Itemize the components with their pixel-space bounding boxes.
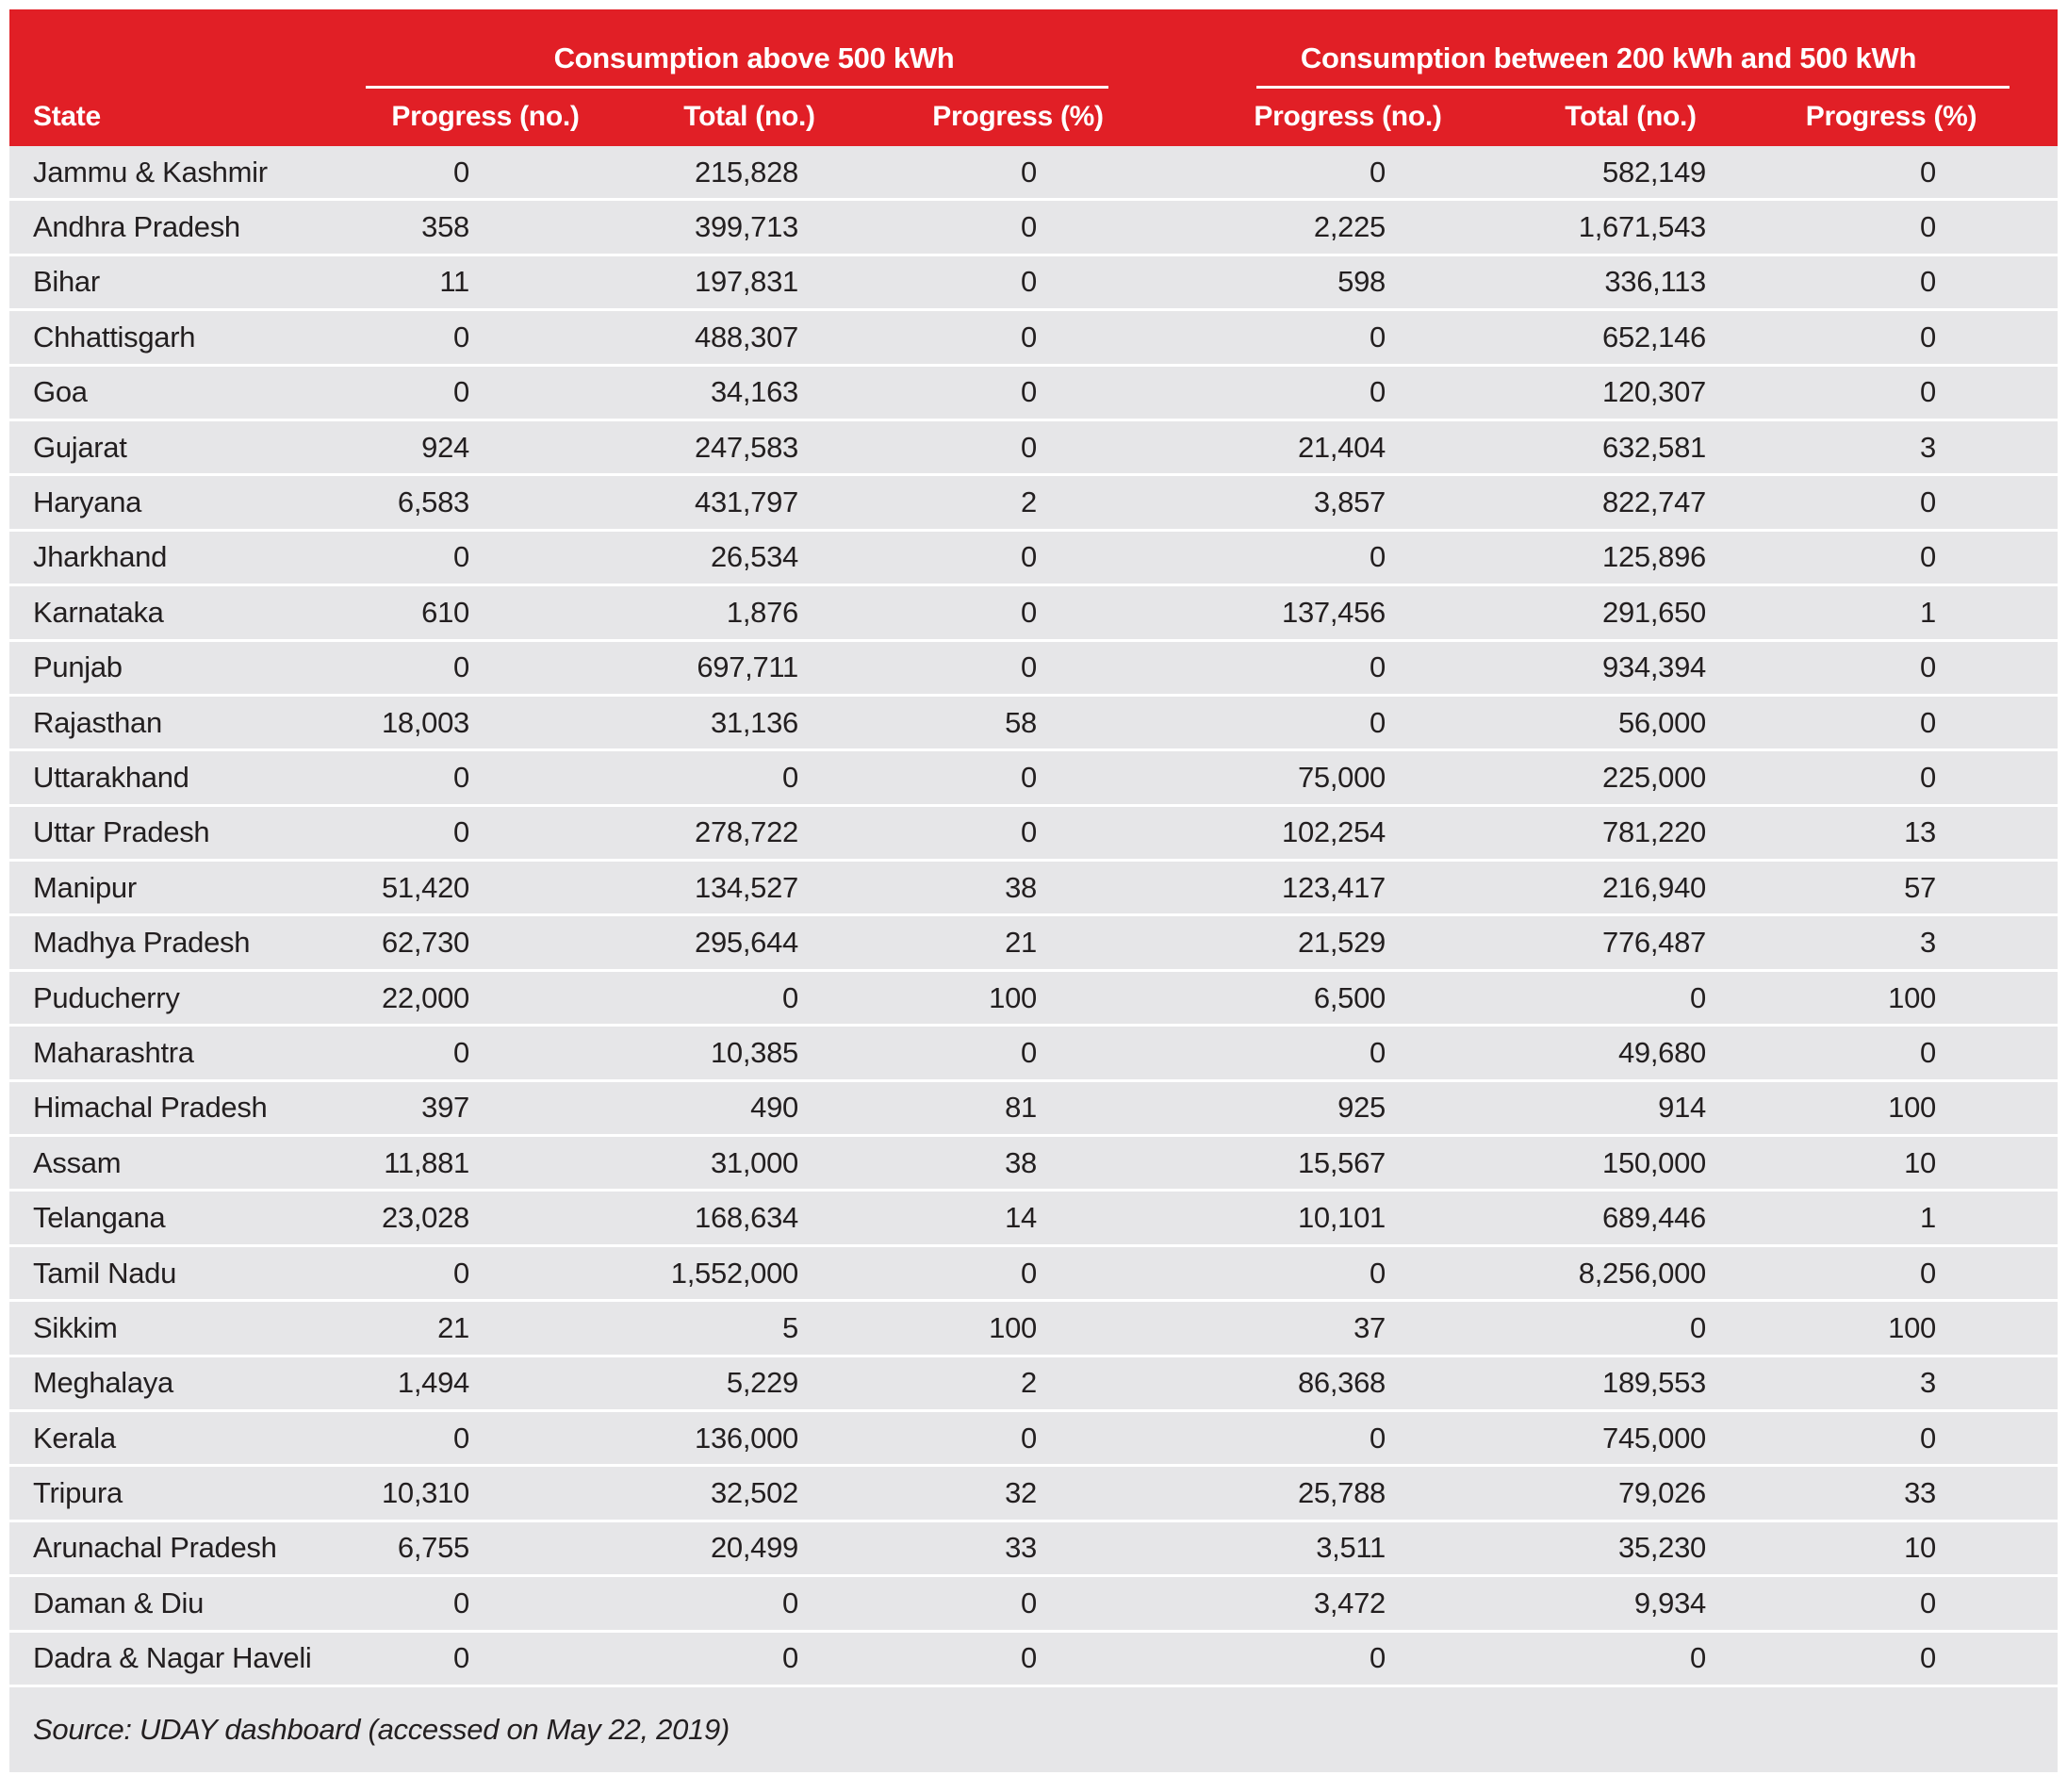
- between200-500-total-no-cell: 125,896: [1602, 540, 1706, 574]
- state-cell: Telangana: [33, 1201, 166, 1235]
- between200-500-progress-pct-cell: 100: [1888, 980, 1936, 1014]
- above500-progress-no-cell: 21: [437, 1310, 469, 1344]
- above500-progress-pct-cell: 0: [1021, 1256, 1037, 1290]
- between200-500-total-no-cell: 8,256,000: [1578, 1256, 1706, 1290]
- between200-500-progress-no-cell: 0: [1370, 1256, 1386, 1290]
- table-row: [9, 862, 2058, 916]
- state-cell: Jharkhand: [33, 540, 168, 574]
- between200-500-progress-pct-cell: 0: [1920, 705, 1936, 739]
- above500-progress-no-cell: 0: [453, 650, 469, 684]
- above500-progress-pct-cell: 0: [1021, 320, 1037, 353]
- between200-500-progress-pct-cell: 0: [1920, 320, 1936, 353]
- table-row: [9, 807, 2058, 862]
- above500-progress-no-cell: 0: [453, 375, 469, 409]
- between200-500-total-no-cell: 0: [1690, 1641, 1706, 1675]
- above500-total-no-cell: 0: [782, 980, 798, 1014]
- column-header-total-no: Total (no.): [683, 101, 815, 132]
- above500-progress-pct-cell: 38: [1005, 870, 1037, 904]
- above500-total-no-cell: 0: [782, 1641, 798, 1675]
- above500-total-no-cell: 0: [782, 760, 798, 794]
- state-cell: Rajasthan: [33, 705, 162, 739]
- group-title-between-200-500kwh: Consumption between 200 kWh and 500 kWh: [1300, 41, 1917, 74]
- above500-total-no-cell: 431,797: [695, 485, 798, 519]
- table-row: [9, 751, 2058, 806]
- between200-500-progress-no-cell: 25,788: [1297, 1476, 1386, 1510]
- between200-500-progress-pct-cell: 1: [1920, 1201, 1936, 1235]
- state-cell: Gujarat: [33, 430, 127, 464]
- between200-500-progress-no-cell: 0: [1370, 320, 1386, 353]
- above500-total-no-cell: 247,583: [695, 430, 798, 464]
- table-row: [9, 1302, 2058, 1356]
- above500-total-no-cell: 490: [750, 1091, 798, 1125]
- between200-500-progress-no-cell: 598: [1337, 265, 1386, 299]
- between200-500-progress-pct-cell: 1: [1920, 595, 1936, 629]
- between200-500-progress-no-cell: 0: [1370, 1035, 1386, 1069]
- above500-total-no-cell: 5,229: [726, 1366, 798, 1400]
- between200-500-progress-no-cell: 21,529: [1297, 926, 1386, 960]
- between200-500-total-no-cell: 189,553: [1602, 1366, 1706, 1400]
- above500-progress-pct-cell: 14: [1005, 1201, 1037, 1235]
- between200-500-progress-no-cell: 6,500: [1313, 980, 1386, 1014]
- between200-500-total-no-cell: 632,581: [1602, 430, 1706, 464]
- between200-500-total-no-cell: 291,650: [1602, 595, 1706, 629]
- state-cell: Meghalaya: [33, 1366, 173, 1400]
- above500-progress-pct-cell: 0: [1021, 1035, 1037, 1069]
- group-title-above-500kwh: Consumption above 500 kWh: [553, 41, 955, 74]
- table-row: [9, 916, 2058, 971]
- state-cell: Assam: [33, 1145, 122, 1179]
- group-header-above-500kwh: [349, 9, 1159, 146]
- between200-500-progress-no-cell: 137,456: [1282, 595, 1386, 629]
- state-cell: Haryana: [33, 485, 142, 519]
- column-header-total-no: Total (no.): [1565, 101, 1697, 132]
- between200-500-progress-pct-cell: 0: [1920, 265, 1936, 299]
- between200-500-progress-pct-cell: 100: [1888, 1091, 1936, 1125]
- between200-500-total-no-cell: 79,026: [1617, 1476, 1706, 1510]
- above500-progress-no-cell: 610: [421, 595, 469, 629]
- table-body: [9, 146, 2058, 1687]
- state-cell: Tripura: [33, 1476, 123, 1510]
- between200-500-progress-no-cell: 0: [1370, 375, 1386, 409]
- above500-progress-no-cell: 0: [453, 1641, 469, 1675]
- above500-progress-no-cell: 0: [453, 760, 469, 794]
- between200-500-progress-no-cell: 0: [1370, 1421, 1386, 1455]
- between200-500-progress-pct-cell: 33: [1904, 1476, 1936, 1510]
- between200-500-progress-pct-cell: 0: [1920, 650, 1936, 684]
- above500-total-no-cell: 31,000: [710, 1145, 798, 1179]
- state-cell: Uttarakhand: [33, 760, 189, 794]
- uday-progress-table: [9, 9, 2058, 1772]
- between200-500-progress-no-cell: 123,417: [1282, 870, 1386, 904]
- between200-500-total-no-cell: 652,146: [1602, 320, 1706, 353]
- table-row: [9, 1412, 2058, 1467]
- table-row: [9, 146, 2058, 201]
- above500-progress-pct-cell: 0: [1021, 265, 1037, 299]
- between200-500-progress-no-cell: 15,567: [1297, 1145, 1386, 1179]
- above500-progress-pct-cell: 0: [1021, 540, 1037, 574]
- above500-progress-pct-cell: 0: [1021, 1641, 1037, 1675]
- above500-total-no-cell: 399,713: [695, 210, 798, 244]
- subheader-row-between-200-500kwh: [1159, 89, 2058, 146]
- above500-progress-pct-cell: 21: [1005, 926, 1037, 960]
- between200-500-progress-pct-cell: 0: [1920, 760, 1936, 794]
- state-cell: Chhattisgarh: [33, 320, 196, 353]
- between200-500-progress-pct-cell: 10: [1904, 1145, 1936, 1179]
- table-row: [9, 642, 2058, 697]
- state-cell: Kerala: [33, 1421, 116, 1455]
- between200-500-total-no-cell: 914: [1658, 1091, 1706, 1125]
- between200-500-progress-pct-cell: 0: [1920, 1035, 1936, 1069]
- between200-500-progress-pct-cell: 0: [1920, 485, 1936, 519]
- between200-500-total-no-cell: 56,000: [1617, 705, 1706, 739]
- column-header-progress-pct: Progress (%): [1805, 101, 1977, 132]
- state-cell: Uttar Pradesh: [33, 815, 210, 849]
- above500-progress-pct-cell: 0: [1021, 430, 1037, 464]
- table-row: [9, 1467, 2058, 1521]
- above500-total-no-cell: 697,711: [697, 650, 798, 684]
- state-column-header: State: [33, 101, 101, 132]
- state-cell: Karnataka: [33, 595, 164, 629]
- state-cell: Dadra & Nagar Haveli: [33, 1641, 312, 1675]
- above500-progress-no-cell: 51,420: [381, 870, 469, 904]
- above500-progress-no-cell: 6,583: [397, 485, 469, 519]
- table-row: [9, 972, 2058, 1027]
- between200-500-progress-no-cell: 0: [1370, 540, 1386, 574]
- above500-progress-no-cell: 22,000: [381, 980, 469, 1014]
- between200-500-progress-no-cell: 0: [1370, 705, 1386, 739]
- table-row: [9, 1192, 2058, 1246]
- above500-progress-no-cell: 1,494: [397, 1366, 469, 1400]
- above500-progress-pct-cell: 0: [1021, 1421, 1037, 1455]
- state-cell: Manipur: [33, 870, 137, 904]
- above500-progress-no-cell: 0: [453, 1256, 469, 1290]
- above500-progress-no-cell: 11: [439, 265, 469, 299]
- state-cell: Maharashtra: [33, 1035, 194, 1069]
- above500-progress-pct-cell: 58: [1005, 705, 1037, 739]
- above500-total-no-cell: 32,502: [710, 1476, 798, 1510]
- above500-progress-pct-cell: 0: [1021, 1586, 1037, 1619]
- above500-progress-no-cell: 0: [453, 540, 469, 574]
- above500-progress-pct-cell: 0: [1021, 650, 1037, 684]
- above500-progress-no-cell: 62,730: [381, 926, 469, 960]
- between200-500-total-no-cell: 120,307: [1602, 375, 1706, 409]
- between200-500-total-no-cell: 0: [1690, 980, 1706, 1014]
- above500-progress-no-cell: 6,755: [397, 1531, 469, 1565]
- state-cell: Daman & Diu: [33, 1586, 205, 1619]
- table-row: [9, 1027, 2058, 1081]
- between200-500-total-no-cell: 689,446: [1602, 1201, 1706, 1235]
- column-header-progress-no: Progress (no.): [1254, 101, 1442, 132]
- state-cell: Jammu & Kashmir: [33, 155, 268, 189]
- state-cell: Puducherry: [33, 980, 180, 1014]
- above500-progress-pct-cell: 2: [1021, 1366, 1037, 1400]
- between200-500-progress-pct-cell: 0: [1920, 540, 1936, 574]
- above500-progress-pct-cell: 0: [1021, 760, 1037, 794]
- column-header-progress-no: Progress (no.): [391, 101, 580, 132]
- above500-progress-no-cell: 11,881: [384, 1145, 469, 1179]
- above500-progress-pct-cell: 100: [989, 980, 1037, 1014]
- above500-total-no-cell: 1,876: [726, 595, 798, 629]
- subheader-row-above-500kwh: [349, 89, 1159, 146]
- between200-500-total-no-cell: 934,394: [1602, 650, 1706, 684]
- above500-progress-no-cell: 924: [421, 430, 469, 464]
- between200-500-progress-no-cell: 10,101: [1297, 1201, 1386, 1235]
- group-header-between-200-500kwh: [1159, 9, 2058, 146]
- between200-500-progress-no-cell: 0: [1370, 1641, 1386, 1675]
- between200-500-total-no-cell: 781,220: [1602, 815, 1706, 849]
- between200-500-progress-pct-cell: 3: [1920, 430, 1936, 464]
- table-row: [9, 311, 2058, 366]
- between200-500-progress-pct-cell: 13: [1904, 815, 1936, 849]
- between200-500-total-no-cell: 9,934: [1633, 1586, 1706, 1619]
- above500-progress-no-cell: 23,028: [381, 1201, 469, 1235]
- state-cell: Bihar: [33, 265, 100, 299]
- table-header: [9, 9, 2058, 146]
- table-row: [9, 421, 2058, 476]
- between200-500-progress-no-cell: 0: [1370, 650, 1386, 684]
- state-cell: Arunachal Pradesh: [33, 1531, 277, 1565]
- table-row: [9, 367, 2058, 421]
- above500-total-no-cell: 168,634: [695, 1201, 798, 1235]
- above500-total-no-cell: 5: [782, 1310, 798, 1344]
- between200-500-progress-no-cell: 3,511: [1316, 1531, 1386, 1565]
- state-cell: Sikkim: [33, 1310, 118, 1344]
- table-row: [9, 1082, 2058, 1137]
- above500-progress-no-cell: 397: [421, 1091, 469, 1125]
- table-row: [9, 1522, 2058, 1577]
- between200-500-progress-no-cell: 3,857: [1313, 485, 1386, 519]
- between200-500-total-no-cell: 1,671,543: [1578, 210, 1706, 244]
- between200-500-total-no-cell: 776,487: [1602, 926, 1706, 960]
- table-row: [9, 1137, 2058, 1192]
- above500-total-no-cell: 10,385: [710, 1035, 798, 1069]
- above500-progress-no-cell: 0: [453, 1421, 469, 1455]
- table-row: [9, 1577, 2058, 1632]
- above500-progress-pct-cell: 38: [1005, 1145, 1037, 1179]
- above500-progress-pct-cell: 33: [1005, 1531, 1037, 1565]
- above500-progress-no-cell: 0: [453, 155, 469, 189]
- table-row: [9, 1633, 2058, 1687]
- table-row: [9, 256, 2058, 311]
- above500-total-no-cell: 488,307: [695, 320, 798, 353]
- above500-progress-no-cell: 18,003: [381, 705, 469, 739]
- above500-progress-no-cell: 0: [453, 1035, 469, 1069]
- table-row: [9, 1247, 2058, 1302]
- above500-progress-no-cell: 10,310: [381, 1476, 469, 1510]
- between200-500-progress-no-cell: 37: [1353, 1310, 1386, 1344]
- between200-500-total-no-cell: 336,113: [1604, 265, 1706, 299]
- above500-progress-pct-cell: 0: [1021, 595, 1037, 629]
- table-row: [9, 476, 2058, 531]
- state-cell: Tamil Nadu: [33, 1256, 177, 1290]
- between200-500-progress-pct-cell: 3: [1920, 1366, 1936, 1400]
- above500-total-no-cell: 34,163: [710, 375, 798, 409]
- between200-500-progress-pct-cell: 57: [1904, 870, 1936, 904]
- between200-500-total-no-cell: 582,149: [1602, 155, 1706, 189]
- between200-500-progress-pct-cell: 0: [1920, 210, 1936, 244]
- between200-500-total-no-cell: 0: [1690, 1310, 1706, 1344]
- between200-500-total-no-cell: 35,230: [1617, 1531, 1706, 1565]
- column-header-progress-pct: Progress (%): [932, 101, 1104, 132]
- above500-progress-pct-cell: 100: [989, 1310, 1037, 1344]
- between200-500-total-no-cell: 49,680: [1617, 1035, 1706, 1069]
- between200-500-total-no-cell: 822,747: [1602, 485, 1706, 519]
- table-row: [9, 1357, 2058, 1412]
- between200-500-progress-pct-cell: 100: [1888, 1310, 1936, 1344]
- between200-500-progress-no-cell: 102,254: [1282, 815, 1386, 849]
- between200-500-progress-pct-cell: 0: [1920, 1421, 1936, 1455]
- above500-total-no-cell: 20,499: [710, 1531, 798, 1565]
- above500-total-no-cell: 215,828: [695, 155, 798, 189]
- above500-total-no-cell: 295,644: [695, 926, 798, 960]
- between200-500-progress-no-cell: 925: [1337, 1091, 1386, 1125]
- above500-total-no-cell: 197,831: [695, 265, 798, 299]
- between200-500-progress-pct-cell: 0: [1920, 155, 1936, 189]
- above500-total-no-cell: 278,722: [695, 815, 798, 849]
- above500-progress-pct-cell: 32: [1005, 1476, 1037, 1510]
- above500-progress-pct-cell: 0: [1021, 155, 1037, 189]
- above500-total-no-cell: 1,552,000: [670, 1256, 798, 1290]
- between200-500-total-no-cell: 216,940: [1602, 870, 1706, 904]
- above500-progress-pct-cell: 0: [1021, 210, 1037, 244]
- above500-total-no-cell: 26,534: [710, 540, 798, 574]
- above500-progress-no-cell: 358: [421, 210, 469, 244]
- source-note: Source: UDAY dashboard (accessed on May 22, 2019): [9, 1687, 2058, 1772]
- above500-progress-pct-cell: 81: [1005, 1091, 1037, 1125]
- above500-total-no-cell: 134,527: [695, 870, 798, 904]
- between200-500-total-no-cell: 150,000: [1602, 1145, 1706, 1179]
- state-cell: Madhya Pradesh: [33, 926, 251, 960]
- above500-progress-no-cell: 0: [453, 1586, 469, 1619]
- between200-500-total-no-cell: 745,000: [1602, 1421, 1706, 1455]
- above500-progress-no-cell: 0: [453, 320, 469, 353]
- between200-500-progress-pct-cell: 0: [1920, 1641, 1936, 1675]
- state-cell: Punjab: [33, 650, 123, 684]
- between200-500-progress-no-cell: 3,472: [1313, 1586, 1386, 1619]
- table-row: [9, 697, 2058, 751]
- between200-500-progress-no-cell: 21,404: [1297, 430, 1386, 464]
- between200-500-progress-no-cell: 86,368: [1297, 1366, 1386, 1400]
- above500-progress-pct-cell: 0: [1021, 375, 1037, 409]
- between200-500-progress-no-cell: 2,225: [1313, 210, 1386, 244]
- between200-500-progress-pct-cell: 0: [1920, 375, 1936, 409]
- above500-total-no-cell: 0: [782, 1586, 798, 1619]
- above500-total-no-cell: 136,000: [695, 1421, 798, 1455]
- above500-progress-pct-cell: 2: [1021, 485, 1037, 519]
- between200-500-progress-no-cell: 0: [1370, 155, 1386, 189]
- state-cell: Andhra Pradesh: [33, 210, 240, 244]
- between200-500-progress-pct-cell: 10: [1904, 1531, 1936, 1565]
- above500-progress-no-cell: 0: [453, 815, 469, 849]
- between200-500-progress-pct-cell: 0: [1920, 1256, 1936, 1290]
- between200-500-progress-pct-cell: 0: [1920, 1586, 1936, 1619]
- between200-500-progress-pct-cell: 3: [1920, 926, 1936, 960]
- state-cell: Himachal Pradesh: [33, 1091, 268, 1125]
- table-row: [9, 201, 2058, 255]
- state-cell: Goa: [33, 375, 88, 409]
- table-row: [9, 586, 2058, 641]
- between200-500-total-no-cell: 225,000: [1602, 760, 1706, 794]
- above500-progress-pct-cell: 0: [1021, 815, 1037, 849]
- above500-total-no-cell: 31,136: [710, 705, 798, 739]
- between200-500-progress-no-cell: 75,000: [1297, 760, 1386, 794]
- table-row: [9, 532, 2058, 586]
